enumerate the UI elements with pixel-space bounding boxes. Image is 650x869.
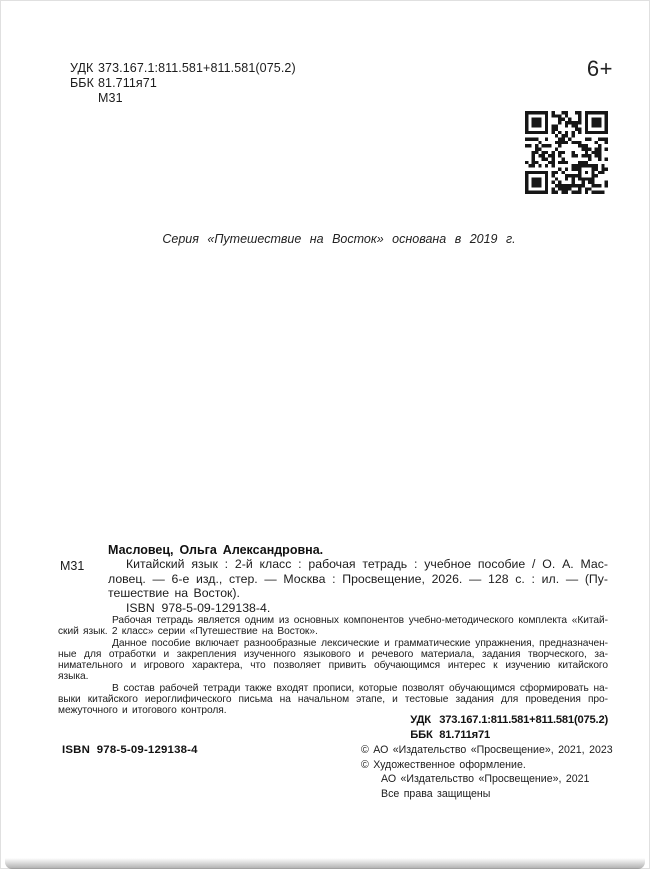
bbk-code (70, 76, 296, 91)
age-rating-badge: 6+ (586, 56, 613, 81)
text-line: Китайский язык : 2-й класс : рабочая тетрадь : учебное пособие / О. А. Мас- (126, 557, 608, 571)
author-sign-card: М31 (60, 559, 85, 573)
qr-code-icon (525, 111, 608, 194)
qr-code-image (525, 111, 608, 194)
udk-code-footer (410, 713, 608, 728)
text-line: ные для отработки и закрепления изученного языкового и речевого материала, задания творческого, за- (58, 648, 608, 660)
text-line: нимательного и игрового характера, что позволяет привить обучающимся интерес к изучению китайского (58, 660, 608, 672)
udk-footer-label: УДК (410, 714, 431, 726)
copyright-block (361, 743, 613, 801)
catalog-card (58, 543, 608, 717)
udk-label: УДК (70, 61, 94, 75)
text-line: межуточного и итогового контроля. (58, 705, 227, 717)
text-line: АО «Издательство «Просвещение», 2021 (381, 773, 590, 786)
annotation-paragraph-1 (58, 615, 608, 638)
udk-code (70, 61, 296, 76)
isbn-footer: ISBN 978-5-09-129138-4 (62, 744, 198, 756)
bibliographic-entry (108, 557, 608, 601)
text-line: Все права защищены (381, 787, 491, 800)
page-bottom-shadow (5, 858, 645, 869)
text-line: тешествие на Восток). (108, 586, 240, 600)
series-note: Серия «Путешествие на Восток» основана в 2019 г. (162, 232, 516, 246)
author-sign-value: М31 (98, 91, 123, 105)
bbk-label: ББК (70, 76, 94, 90)
bbk-code-footer (410, 728, 608, 743)
udk-value: 373.167.1:811.581+811.581(075.2) (98, 61, 296, 75)
bottom-classification-codes (410, 713, 608, 742)
text-line: ловец. — 6-е изд., стер. — Москва : Просвещение, 2026. — 128 с. : ил. — (Пу- (108, 571, 608, 586)
text-line: выки китайского иероглифического письма на начальном этапе, и тестовые задания для проведения про- (58, 694, 608, 706)
text-line: Рабочая тетрадь является одним из основных компонентов учебно-методического комплекта «Китай- (112, 615, 608, 626)
bbk-footer-label: ББК (410, 728, 433, 741)
bbk-value: 81.711я71 (98, 76, 157, 90)
bbk-footer-value: 81.711я71 (439, 728, 491, 741)
top-classification-codes (70, 61, 296, 106)
text-line: В состав рабочей тетради также входят прописи, которые позволят обучающимся сформировать на- (112, 682, 608, 694)
annotation-paragraph-2 (58, 638, 608, 683)
author-heading: Масловец, Ольга Александровна. (108, 543, 324, 557)
isbn-entry-line: ISBN 978-5-09-129138-4. (126, 600, 271, 615)
text-line: ский язык. 2 класс» серии «Путешествие на Восток». (58, 626, 318, 638)
udk-footer-value: 373.167.1:811.581+811.581(075.2) (439, 714, 608, 726)
text-line: © Художественное оформление. (361, 758, 526, 771)
annotation-paragraph-3 (58, 683, 608, 717)
author-sign-top (70, 91, 296, 106)
text-line: © АО «Издательство «Просвещение», 2021, 2023 (361, 744, 613, 756)
text-line: Данное пособие включает разнообразные лексические и грамматические упражнения, предназначен- (112, 637, 608, 649)
text-line: языка. (58, 671, 89, 683)
